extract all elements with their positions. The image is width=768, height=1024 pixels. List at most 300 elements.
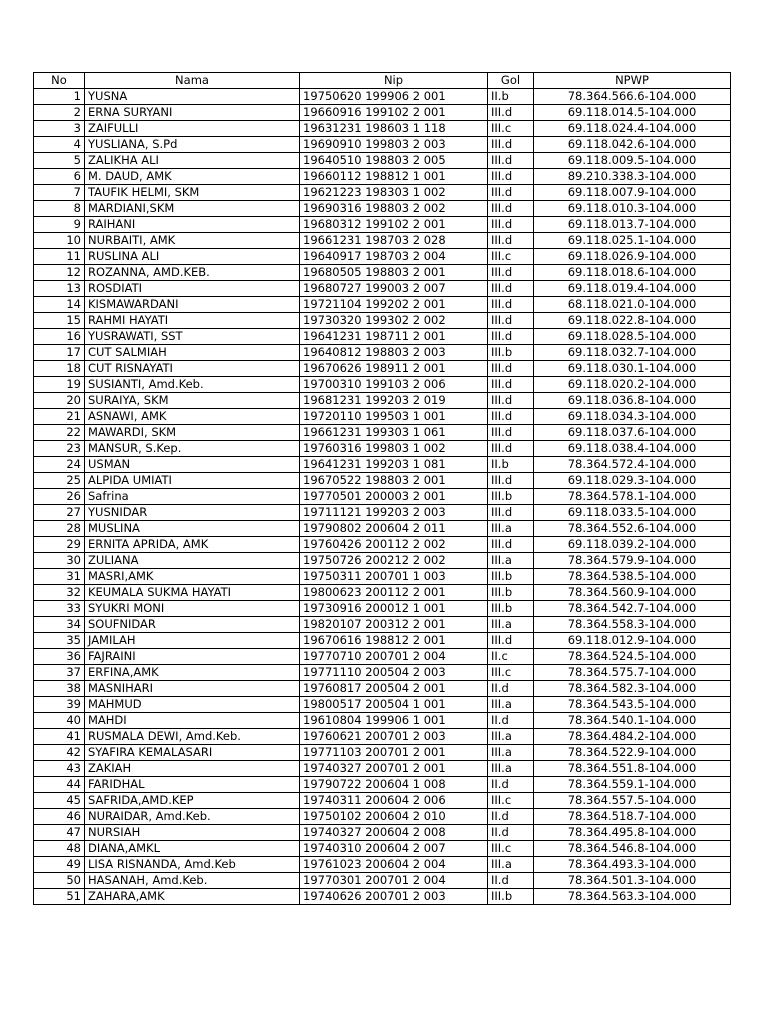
table-row xyxy=(34,809,731,825)
table-row xyxy=(34,329,731,345)
cell-no: 23 xyxy=(34,441,85,457)
table-row xyxy=(34,121,731,137)
cell-no: 8 xyxy=(34,201,85,217)
table-row xyxy=(34,857,731,873)
cell-npwp: 69.118.030.1-104.000 xyxy=(534,361,731,377)
cell-no: 11 xyxy=(34,249,85,265)
cell-no: 20 xyxy=(34,393,85,409)
cell-gol: III.b xyxy=(488,601,534,617)
cell-no: 22 xyxy=(34,425,85,441)
cell-npwp: 78.364.560.9-104.000 xyxy=(534,585,731,601)
table-row xyxy=(34,361,731,377)
table-row xyxy=(34,649,731,665)
cell-nip: 19761023 200604 2 004 xyxy=(300,857,488,873)
table-row xyxy=(34,105,731,121)
cell-nip: 19770710 200701 2 004 xyxy=(300,649,488,665)
cell-gol: III.d xyxy=(488,153,534,169)
cell-no: 16 xyxy=(34,329,85,345)
cell-npwp: 69.118.018.6-104.000 xyxy=(534,265,731,281)
cell-gol: III.d xyxy=(488,297,534,313)
cell-nip: 19640510 198803 2 005 xyxy=(300,153,488,169)
table-row xyxy=(34,89,731,105)
cell-nama: CUT RISNAYATI xyxy=(85,361,300,377)
cell-nip: 19641231 199203 1 081 xyxy=(300,457,488,473)
table-row xyxy=(34,761,731,777)
cell-no: 50 xyxy=(34,873,85,889)
cell-no: 45 xyxy=(34,793,85,809)
cell-nama: SYAFIRA KEMALASARI xyxy=(85,745,300,761)
cell-nama: MAHMUD xyxy=(85,697,300,713)
table-row xyxy=(34,169,731,185)
cell-nip: 19771103 200701 2 001 xyxy=(300,745,488,761)
cell-nip: 19820107 200312 2 001 xyxy=(300,617,488,633)
cell-gol: III.c xyxy=(488,121,534,137)
cell-nama: ZAIFULLI xyxy=(85,121,300,137)
cell-nama: YUSNIDAR xyxy=(85,505,300,521)
cell-npwp: 78.364.582.3-104.000 xyxy=(534,681,731,697)
cell-nama: USMAN xyxy=(85,457,300,473)
cell-nip: 19640812 198803 2 003 xyxy=(300,345,488,361)
cell-gol: III.d xyxy=(488,201,534,217)
cell-nip: 19740626 200701 2 003 xyxy=(300,889,488,905)
cell-npwp: 78.364.563.3-104.000 xyxy=(534,889,731,905)
cell-no: 7 xyxy=(34,185,85,201)
cell-npwp: 78.364.518.7-104.000 xyxy=(534,809,731,825)
cell-gol: III.d xyxy=(488,233,534,249)
cell-nip: 19760426 200112 2 002 xyxy=(300,537,488,553)
cell-nama: LISA RISNANDA, Amd.Keb xyxy=(85,857,300,873)
cell-npwp: 78.364.559.1-104.000 xyxy=(534,777,731,793)
cell-npwp: 78.364.579.9-104.000 xyxy=(534,553,731,569)
cell-gol: III.d xyxy=(488,377,534,393)
cell-no: 21 xyxy=(34,409,85,425)
cell-gol: II.d xyxy=(488,713,534,729)
cell-gol: II.b xyxy=(488,89,534,105)
cell-nip: 19740310 200604 2 007 xyxy=(300,841,488,857)
cell-npwp: 78.364.558.3-104.000 xyxy=(534,617,731,633)
cell-nip: 19740327 200701 2 001 xyxy=(300,761,488,777)
cell-nip: 19670616 198812 2 001 xyxy=(300,633,488,649)
cell-gol: III.a xyxy=(488,521,534,537)
cell-nama: CUT SALMIAH xyxy=(85,345,300,361)
table-row xyxy=(34,553,731,569)
header-npwp: NPWP xyxy=(534,73,731,89)
cell-no: 49 xyxy=(34,857,85,873)
table-row xyxy=(34,425,731,441)
cell-npwp: 78.364.578.1-104.000 xyxy=(534,489,731,505)
cell-nip: 19750620 199906 2 001 xyxy=(300,89,488,105)
cell-nip: 19771110 200504 2 003 xyxy=(300,665,488,681)
cell-no: 33 xyxy=(34,601,85,617)
cell-no: 18 xyxy=(34,361,85,377)
cell-nip: 19661231 198703 2 028 xyxy=(300,233,488,249)
cell-nip: 19610804 199906 1 001 xyxy=(300,713,488,729)
table-row xyxy=(34,441,731,457)
cell-gol: III.b xyxy=(488,345,534,361)
cell-nip: 19760817 200504 2 001 xyxy=(300,681,488,697)
cell-gol: III.c xyxy=(488,841,534,857)
cell-npwp: 78.364.538.5-104.000 xyxy=(534,569,731,585)
cell-no: 27 xyxy=(34,505,85,521)
cell-nip: 19680505 198803 2 001 xyxy=(300,265,488,281)
cell-no: 17 xyxy=(34,345,85,361)
cell-no: 25 xyxy=(34,473,85,489)
cell-nip: 19730320 199302 2 002 xyxy=(300,313,488,329)
cell-npwp: 69.118.032.7-104.000 xyxy=(534,345,731,361)
cell-nama: SUSIANTI, Amd.Keb. xyxy=(85,377,300,393)
cell-gol: III.d xyxy=(488,329,534,345)
cell-nama: DIANA,AMKL xyxy=(85,841,300,857)
cell-nama: ROZANNA, AMD.KEB. xyxy=(85,265,300,281)
cell-no: 42 xyxy=(34,745,85,761)
cell-no: 35 xyxy=(34,633,85,649)
header-nip: Nip xyxy=(300,73,488,89)
cell-no: 15 xyxy=(34,313,85,329)
cell-gol: III.b xyxy=(488,569,534,585)
cell-gol: III.b xyxy=(488,889,534,905)
cell-gol: III.d xyxy=(488,393,534,409)
cell-nip: 19750102 200604 2 010 xyxy=(300,809,488,825)
cell-nama: ZAHARA,AMK xyxy=(85,889,300,905)
cell-npwp: 69.118.042.6-104.000 xyxy=(534,137,731,153)
cell-nip: 19681231 199203 2 019 xyxy=(300,393,488,409)
cell-gol: II.d xyxy=(488,825,534,841)
table-row xyxy=(34,841,731,857)
cell-nama: RAHMI HAYATI xyxy=(85,313,300,329)
cell-nama: KEUMALA SUKMA HAYATI xyxy=(85,585,300,601)
cell-nama: ROSDIATI xyxy=(85,281,300,297)
cell-no: 10 xyxy=(34,233,85,249)
cell-no: 32 xyxy=(34,585,85,601)
cell-nama: MARDIANI,SKM xyxy=(85,201,300,217)
cell-nama: Safrina xyxy=(85,489,300,505)
table-row xyxy=(34,745,731,761)
cell-nip: 19760316 199803 1 002 xyxy=(300,441,488,457)
cell-gol: III.d xyxy=(488,281,534,297)
table-row xyxy=(34,665,731,681)
cell-nip: 19670522 198803 2 001 xyxy=(300,473,488,489)
cell-npwp: 69.118.012.9-104.000 xyxy=(534,633,731,649)
cell-nama: KISMAWARDANI xyxy=(85,297,300,313)
cell-npwp: 69.118.020.2-104.000 xyxy=(534,377,731,393)
cell-nip: 19770301 200701 2 004 xyxy=(300,873,488,889)
cell-nip: 19640917 198703 2 004 xyxy=(300,249,488,265)
cell-no: 2 xyxy=(34,105,85,121)
cell-no: 6 xyxy=(34,169,85,185)
table-row xyxy=(34,409,731,425)
cell-npwp: 78.364.522.9-104.000 xyxy=(534,745,731,761)
cell-nip: 19790802 200604 2 011 xyxy=(300,521,488,537)
table-row xyxy=(34,793,731,809)
cell-nama: ZAKIAH xyxy=(85,761,300,777)
cell-npwp: 78.364.484.2-104.000 xyxy=(534,729,731,745)
table-row xyxy=(34,633,731,649)
table-row xyxy=(34,457,731,473)
cell-gol: III.d xyxy=(488,633,534,649)
cell-nip: 19660916 199102 2 001 xyxy=(300,105,488,121)
cell-npwp: 69.118.022.8-104.000 xyxy=(534,313,731,329)
table-row xyxy=(34,537,731,553)
cell-npwp: 69.118.019.4-104.000 xyxy=(534,281,731,297)
cell-nip: 19690316 198803 2 002 xyxy=(300,201,488,217)
cell-gol: III.a xyxy=(488,553,534,569)
cell-gol: III.d xyxy=(488,265,534,281)
table-row xyxy=(34,873,731,889)
table-row xyxy=(34,697,731,713)
cell-gol: III.c xyxy=(488,249,534,265)
cell-no: 47 xyxy=(34,825,85,841)
cell-npwp: 78.364.546.8-104.000 xyxy=(534,841,731,857)
cell-no: 46 xyxy=(34,809,85,825)
cell-nama: ZALIKHA ALI xyxy=(85,153,300,169)
table-row xyxy=(34,265,731,281)
cell-nama: ASNAWI, AMK xyxy=(85,409,300,425)
cell-npwp: 78.364.495.8-104.000 xyxy=(534,825,731,841)
table-row xyxy=(34,185,731,201)
table-row xyxy=(34,777,731,793)
cell-nama: NURBAITI, AMK xyxy=(85,233,300,249)
table-row xyxy=(34,281,731,297)
table-row xyxy=(34,345,731,361)
cell-nip: 19670626 198911 2 001 xyxy=(300,361,488,377)
cell-nama: M. DAUD, AMK xyxy=(85,169,300,185)
table-row xyxy=(34,153,731,169)
cell-no: 36 xyxy=(34,649,85,665)
cell-gol: II.d xyxy=(488,681,534,697)
cell-npwp: 69.118.036.8-104.000 xyxy=(534,393,731,409)
table-row xyxy=(34,489,731,505)
cell-gol: III.d xyxy=(488,105,534,121)
cell-npwp: 69.118.009.5-104.000 xyxy=(534,153,731,169)
cell-nip: 19770501 200003 2 001 xyxy=(300,489,488,505)
cell-nip: 19720110 199503 1 001 xyxy=(300,409,488,425)
cell-no: 12 xyxy=(34,265,85,281)
cell-npwp: 69.118.028.5-104.000 xyxy=(534,329,731,345)
employee-table xyxy=(33,72,731,905)
cell-nama: JAMILAH xyxy=(85,633,300,649)
table-row xyxy=(34,569,731,585)
table-row xyxy=(34,233,731,249)
cell-gol: III.d xyxy=(488,361,534,377)
cell-gol: III.d xyxy=(488,425,534,441)
cell-nip: 19680312 199102 2 001 xyxy=(300,217,488,233)
cell-gol: III.b xyxy=(488,585,534,601)
cell-npwp: 69.118.024.4-104.000 xyxy=(534,121,731,137)
cell-gol: III.d xyxy=(488,169,534,185)
cell-nama: ERFINA,AMK xyxy=(85,665,300,681)
cell-gol: III.d xyxy=(488,473,534,489)
cell-npwp: 69.118.039.2-104.000 xyxy=(534,537,731,553)
table-row xyxy=(34,713,731,729)
table-row xyxy=(34,889,731,905)
cell-gol: III.d xyxy=(488,537,534,553)
table-row xyxy=(34,201,731,217)
cell-nip: 19660112 198812 1 001 xyxy=(300,169,488,185)
cell-npwp: 78.364.572.4-104.000 xyxy=(534,457,731,473)
cell-nip: 19740311 200604 2 006 xyxy=(300,793,488,809)
cell-npwp: 69.118.026.9-104.000 xyxy=(534,249,731,265)
cell-no: 5 xyxy=(34,153,85,169)
cell-nip: 19641231 198711 2 001 xyxy=(300,329,488,345)
cell-nama: MASNIHARI xyxy=(85,681,300,697)
cell-gol: II.d xyxy=(488,873,534,889)
table-row xyxy=(34,617,731,633)
cell-npwp: 78.364.540.1-104.000 xyxy=(534,713,731,729)
cell-npwp: 78.364.501.3-104.000 xyxy=(534,873,731,889)
cell-npwp: 69.118.007.9-104.000 xyxy=(534,185,731,201)
cell-npwp: 78.364.551.8-104.000 xyxy=(534,761,731,777)
cell-nama: NURSIAH xyxy=(85,825,300,841)
table-row xyxy=(34,505,731,521)
cell-gol: III.a xyxy=(488,745,534,761)
cell-no: 44 xyxy=(34,777,85,793)
header-gol: Gol xyxy=(488,73,534,89)
cell-nama: RUSMALA DEWI, Amd.Keb. xyxy=(85,729,300,745)
cell-gol: II.b xyxy=(488,457,534,473)
cell-no: 28 xyxy=(34,521,85,537)
cell-nip: 19680727 199003 2 007 xyxy=(300,281,488,297)
table-row xyxy=(34,377,731,393)
cell-npwp: 69.118.034.3-104.000 xyxy=(534,409,731,425)
cell-npwp: 69.118.033.5-104.000 xyxy=(534,505,731,521)
table-body xyxy=(34,89,731,905)
cell-no: 24 xyxy=(34,457,85,473)
table-row xyxy=(34,585,731,601)
cell-no: 40 xyxy=(34,713,85,729)
table-row xyxy=(34,217,731,233)
cell-nama: SYUKRI MONI xyxy=(85,601,300,617)
cell-no: 31 xyxy=(34,569,85,585)
cell-nama: RAIHANI xyxy=(85,217,300,233)
table-row xyxy=(34,297,731,313)
cell-nama: MASRI,AMK xyxy=(85,569,300,585)
cell-nip: 19721104 199202 2 001 xyxy=(300,297,488,313)
table-row xyxy=(34,473,731,489)
cell-gol: III.d xyxy=(488,505,534,521)
cell-no: 51 xyxy=(34,889,85,905)
header-nama: Nama xyxy=(85,73,300,89)
cell-npwp: 78.364.552.6-104.000 xyxy=(534,521,731,537)
cell-gol: III.d xyxy=(488,185,534,201)
cell-gol: III.d xyxy=(488,441,534,457)
cell-gol: III.a xyxy=(488,857,534,873)
cell-npwp: 69.118.013.7-104.000 xyxy=(534,217,731,233)
cell-no: 43 xyxy=(34,761,85,777)
cell-gol: III.d xyxy=(488,217,534,233)
cell-nama: ERNITA APRIDA, AMK xyxy=(85,537,300,553)
cell-no: 3 xyxy=(34,121,85,137)
cell-nama: SAFRIDA,AMD.KEP xyxy=(85,793,300,809)
cell-gol: III.d xyxy=(488,409,534,425)
table-row xyxy=(34,521,731,537)
cell-nip: 19750726 200212 2 002 xyxy=(300,553,488,569)
cell-npwp: 78.364.493.3-104.000 xyxy=(534,857,731,873)
cell-nama: ERNA SURYANI xyxy=(85,105,300,121)
table-row xyxy=(34,601,731,617)
cell-npwp: 69.118.029.3-104.000 xyxy=(534,473,731,489)
cell-gol: III.a xyxy=(488,761,534,777)
cell-no: 30 xyxy=(34,553,85,569)
cell-npwp: 78.364.566.6-104.000 xyxy=(534,89,731,105)
cell-npwp: 69.118.025.1-104.000 xyxy=(534,233,731,249)
table-row xyxy=(34,825,731,841)
cell-no: 41 xyxy=(34,729,85,745)
header-no: No xyxy=(34,73,85,89)
cell-npwp: 69.118.038.4-104.000 xyxy=(534,441,731,457)
cell-npwp: 78.364.543.5-104.000 xyxy=(534,697,731,713)
cell-nama: HASANAH, Amd.Keb. xyxy=(85,873,300,889)
table-row xyxy=(34,313,731,329)
cell-nip: 19711121 199203 2 003 xyxy=(300,505,488,521)
cell-no: 29 xyxy=(34,537,85,553)
cell-gol: III.d xyxy=(488,313,534,329)
cell-nip: 19661231 199303 1 061 xyxy=(300,425,488,441)
cell-nip: 19760621 200701 2 003 xyxy=(300,729,488,745)
cell-nama: ZULIANA xyxy=(85,553,300,569)
table-row xyxy=(34,681,731,697)
cell-gol: III.b xyxy=(488,489,534,505)
cell-npwp: 89.210.338.3-104.000 xyxy=(534,169,731,185)
cell-no: 34 xyxy=(34,617,85,633)
cell-nama: SOUFNIDAR xyxy=(85,617,300,633)
cell-gol: III.a xyxy=(488,729,534,745)
cell-gol: III.a xyxy=(488,697,534,713)
cell-npwp: 69.118.037.6-104.000 xyxy=(534,425,731,441)
cell-nip: 19700310 199103 2 006 xyxy=(300,377,488,393)
cell-no: 9 xyxy=(34,217,85,233)
cell-gol: II.d xyxy=(488,777,534,793)
cell-npwp: 78.364.542.7-104.000 xyxy=(534,601,731,617)
cell-nama: YUSLIANA, S.Pd xyxy=(85,137,300,153)
cell-no: 4 xyxy=(34,137,85,153)
cell-nama: RUSLINA ALI xyxy=(85,249,300,265)
cell-nama: ALPIDA UMIATI xyxy=(85,473,300,489)
cell-no: 38 xyxy=(34,681,85,697)
table-row xyxy=(34,249,731,265)
cell-nip: 19740327 200604 2 008 xyxy=(300,825,488,841)
cell-gol: II.d xyxy=(488,809,534,825)
cell-gol: III.a xyxy=(488,617,534,633)
table-row xyxy=(34,729,731,745)
cell-no: 39 xyxy=(34,697,85,713)
cell-gol: III.d xyxy=(488,137,534,153)
cell-no: 1 xyxy=(34,89,85,105)
cell-nama: TAUFIK HELMI, SKM xyxy=(85,185,300,201)
cell-no: 14 xyxy=(34,297,85,313)
cell-nama: MUSLINA xyxy=(85,521,300,537)
cell-nip: 19621223 198303 1 002 xyxy=(300,185,488,201)
cell-nama: YUSNA xyxy=(85,89,300,105)
cell-no: 26 xyxy=(34,489,85,505)
cell-npwp: 69.118.014.5-104.000 xyxy=(534,105,731,121)
cell-nama: MAHDI xyxy=(85,713,300,729)
cell-nip: 19800623 200112 2 001 xyxy=(300,585,488,601)
cell-nip: 19690910 199803 2 003 xyxy=(300,137,488,153)
cell-nip: 19790722 200604 1 008 xyxy=(300,777,488,793)
cell-no: 37 xyxy=(34,665,85,681)
cell-nama: SURAIYA, SKM xyxy=(85,393,300,409)
cell-npwp: 78.364.524.5-104.000 xyxy=(534,649,731,665)
cell-npwp: 68.118.021.0-104.000 xyxy=(534,297,731,313)
cell-no: 13 xyxy=(34,281,85,297)
cell-nip: 19750311 200701 1 003 xyxy=(300,569,488,585)
cell-nama: NURAIDAR, Amd.Keb. xyxy=(85,809,300,825)
cell-gol: III.c xyxy=(488,665,534,681)
cell-no: 48 xyxy=(34,841,85,857)
cell-nama: FAJRAINI xyxy=(85,649,300,665)
cell-no: 19 xyxy=(34,377,85,393)
cell-nama: MAWARDI, SKM xyxy=(85,425,300,441)
